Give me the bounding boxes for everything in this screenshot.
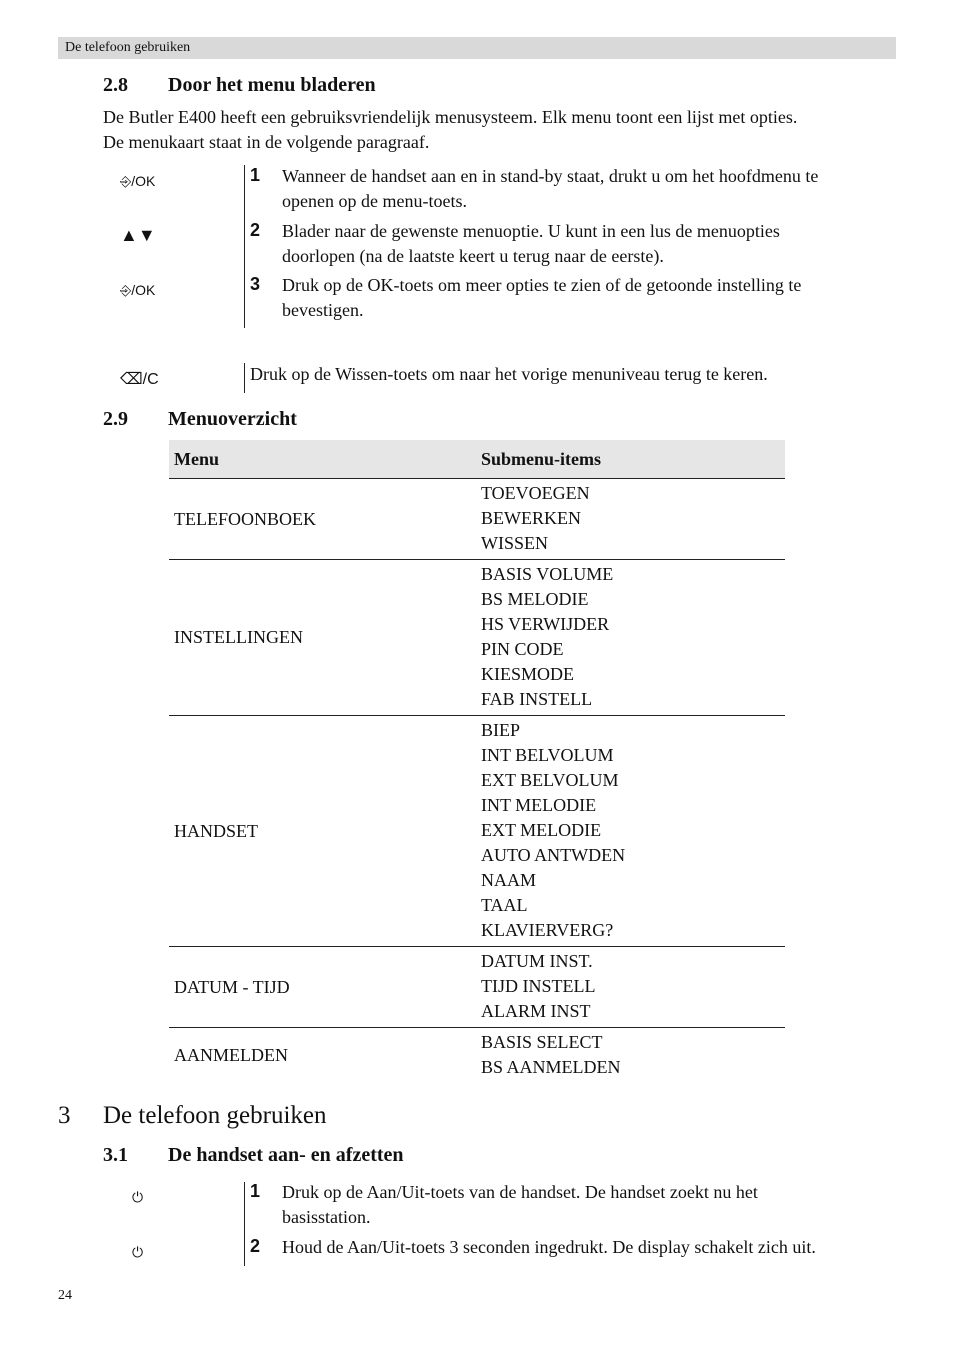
submenu-item: FAB INSTELL	[481, 689, 593, 709]
submenu-cell	[476, 560, 785, 716]
step-line: doorlopen (na de laatste keert u terug naar de eerste).	[282, 246, 664, 266]
submenu-cell	[476, 947, 785, 1028]
step-line: Wanneer de handset aan en in stand-by staat, drukt u om het hoofdmenu te	[282, 166, 819, 186]
menu-ok-key-icon: ⎆/OK	[120, 281, 156, 298]
menu-cell: DATUM - TIJD	[169, 947, 476, 1028]
table-header-row	[169, 440, 785, 479]
submenu-item: WISSEN	[481, 533, 548, 553]
submenu-item: KIESMODE	[481, 664, 574, 684]
submenu-item: TAAL	[481, 895, 528, 915]
step-number: 2	[250, 220, 261, 240]
table-row	[169, 947, 785, 1028]
submenu-item: BIEP	[481, 720, 521, 740]
step-line: Houd de Aan/Uit-toets 3 seconden ingedrukt. De display schakelt zich uit.	[282, 1237, 816, 1257]
menu-overview-table	[169, 440, 785, 1083]
step-line: Druk op de OK-toets om meer opties te zien of de getoonde instelling te	[282, 275, 802, 295]
power-icon: ⏻	[132, 1243, 144, 1260]
step-text	[282, 1180, 892, 1230]
step-number: 3	[250, 274, 261, 294]
submenu-item: BASIS VOLUME	[481, 564, 614, 584]
submenu-item: BEWERKEN	[481, 508, 581, 528]
submenu-item: EXT BELVOLUM	[481, 770, 619, 790]
table-row	[169, 560, 785, 716]
column-header-submenu: Submenu-items	[476, 440, 785, 479]
menu-cell: TELEFOONBOEK	[174, 508, 316, 529]
submenu-item: KLAVIERVERG?	[481, 920, 614, 940]
submenu-item: NAAM	[481, 870, 537, 890]
steps-divider	[244, 165, 245, 328]
clear-c-key-icon: ⌫/C	[120, 371, 159, 388]
submenu-item: BS MELODIE	[481, 589, 589, 609]
note-divider	[244, 363, 245, 393]
step-text	[282, 1235, 892, 1260]
table-row	[169, 716, 785, 947]
submenu-item: HS VERWIJDER	[481, 614, 610, 634]
submenu-cell	[476, 1028, 785, 1084]
submenu-item: AUTO ANTWDEN	[481, 845, 626, 865]
section-number: 2.9	[103, 408, 128, 430]
step-text	[282, 219, 892, 269]
menu-ok-key-icon: ⎆/OK	[120, 172, 156, 189]
step-line: bevestigen.	[282, 300, 364, 320]
page-header	[58, 37, 896, 59]
header-title: De telefoon gebruiken	[65, 40, 191, 55]
submenu-item: TIJD INSTELL	[481, 976, 596, 996]
step-number: 1	[250, 1181, 261, 1201]
submenu-item: DATUM INST.	[481, 951, 593, 971]
note-text: Druk op de Wissen-toets om naar het vorige menuniveau terug te keren.	[250, 364, 768, 384]
step-line: Blader naar de gewenste menuoptie. U kunt in een lus de menuopties	[282, 221, 780, 241]
step-line: Druk op de Aan/Uit-toets van de handset. De handset zoekt nu het	[282, 1182, 758, 1202]
step-number: 1	[250, 165, 261, 185]
chapter-title: De telefoon gebruiken	[103, 1102, 327, 1129]
submenu-item: BS AANMELDEN	[481, 1057, 621, 1077]
page-number: 24	[58, 1288, 72, 1303]
section-number: 3.1	[103, 1144, 128, 1166]
section-title: Door het menu bladeren	[168, 74, 376, 96]
submenu-item: PIN CODE	[481, 639, 564, 659]
chapter-number: 3	[58, 1102, 71, 1129]
section-title: De handset aan- en afzetten	[168, 1144, 404, 1166]
section-title: Menuoverzicht	[168, 408, 297, 430]
table-row	[169, 1028, 785, 1084]
power-icon: ⏻	[132, 1188, 144, 1205]
step-line: basisstation.	[282, 1207, 371, 1227]
table-row	[169, 479, 785, 560]
submenu-item: BASIS SELECT	[481, 1032, 603, 1052]
step-text	[282, 164, 892, 214]
step-text	[282, 273, 892, 323]
step-number: 2	[250, 1236, 261, 1256]
menu-cell: AANMELDEN	[169, 1028, 476, 1084]
submenu-item: ALARM INST	[481, 1001, 591, 1021]
submenu-cell	[476, 716, 785, 947]
submenu-item: INT BELVOLUM	[481, 745, 614, 765]
menu-cell: INSTELLINGEN	[169, 560, 476, 716]
submenu-item: EXT MELODIE	[481, 820, 602, 840]
submenu-item: TOEVOEGEN	[481, 483, 590, 503]
step-line: openen op de menu-toets.	[282, 191, 467, 211]
submenu-item: INT MELODIE	[481, 795, 597, 815]
steps-divider	[244, 1182, 245, 1266]
menu-cell: HANDSET	[169, 716, 476, 947]
intro-line-2: De menukaart staat in de volgende paragraaf.	[103, 132, 430, 152]
intro-line-1: De Butler E400 heeft een gebruiksvriendelijk menusysteem. Elk menu toont een lijst met opties.	[103, 107, 798, 127]
submenu-cell	[476, 479, 785, 560]
column-header-menu: Menu	[169, 440, 476, 479]
section-number: 2.8	[103, 74, 128, 96]
up-down-arrow-icon: ▲▼	[120, 224, 156, 245]
